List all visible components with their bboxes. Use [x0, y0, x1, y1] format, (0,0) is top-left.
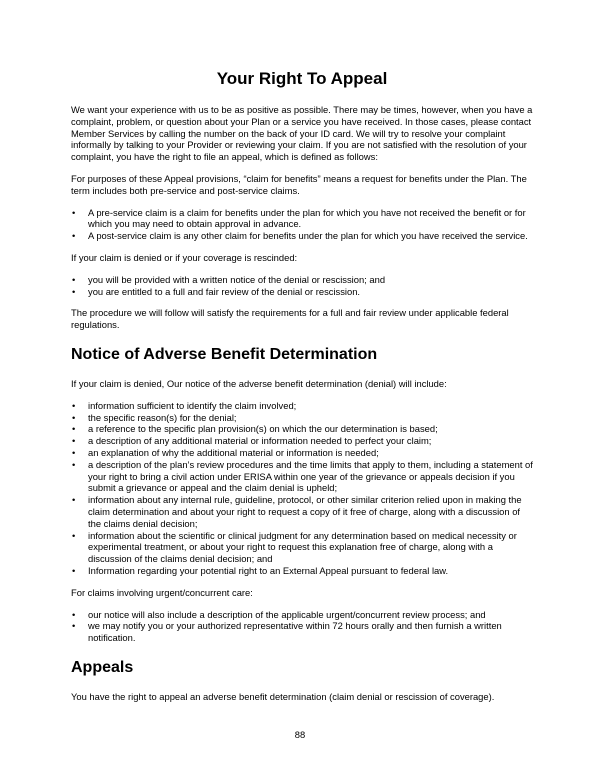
bullet-icon: • — [72, 411, 76, 423]
list-item: • information sufficient to identify the claim involved; — [72, 399, 297, 411]
list-item: • you are entitled to a full and fair review of the denial or rescission. — [72, 285, 361, 297]
bullet-icon: • — [72, 206, 76, 218]
denied-list — [71, 274, 533, 298]
denied-intro: If your claim is denied or if your coverage is rescinded: — [71, 251, 298, 263]
list-item: • an explanation of why the additional material or information is needed; — [72, 446, 379, 458]
list-item: • our notice will also include a description of the applicable urgent/concurrent review process; and — [72, 608, 486, 620]
list-item: • a description of the plan’s review procedures and the time limits that apply to them, including a statement of your right to bring a civil action under ERISA within one year of the grievance or appeals decision if you submit a grievance or appeal and the claim denial is upheld; — [72, 458, 533, 494]
list-item: • the specific reason(s) for the denial; — [72, 411, 237, 423]
bullet-icon: • — [72, 423, 76, 435]
bullet-icon: • — [72, 435, 76, 447]
list-item: • information about the scientific or clinical judgment for any determination based on medical necessity or experimental treatment, or about your right to request this explanation free of charge, along with a discussion of the claims denial decision; and — [72, 529, 517, 565]
bullet-icon: • — [72, 608, 76, 620]
list-item: • information about any internal rule, guideline, protocol, or other similar criterion relied upon in making the claim determination and about your right to request a copy of it free of charge, along with a discussion of the claims denial decision; — [72, 494, 522, 529]
notice-intro: If your claim is denied, Our notice of the adverse benefit determination (denial) will include: — [71, 377, 447, 389]
list-item: • A pre-service claim is a claim for benefits under the plan for which you have not received the benefit or for which you may need to obtain approval in advance. — [72, 206, 526, 230]
bullet-icon: • — [72, 285, 76, 297]
page-title: Your Right To Appeal — [216, 69, 388, 88]
list-item: • a description of any additional material or information needed to perfect your claim; — [72, 435, 432, 447]
procedure-paragraph: The procedure we will follow will satisfy the requirements for a full and fair review under applicable federal regulations. — [71, 307, 509, 331]
list-item: • you will be provided with a written notice of the denial or rescission; and — [72, 273, 386, 285]
list-item: • Information regarding your potential right to an External Appeal pursuant to federal law. — [72, 564, 449, 576]
bullet-icon: • — [72, 529, 76, 541]
bullet-icon: • — [72, 458, 76, 470]
bullet-icon: • — [72, 230, 76, 242]
list-item: • a reference to the specific plan provision(s) on which the our determination is based; — [72, 423, 438, 435]
bullet-icon: • — [72, 399, 76, 411]
bullet-icon: • — [72, 273, 76, 285]
bullet-icon: • — [72, 494, 76, 506]
bullet-icon: • — [72, 446, 76, 458]
document-page — [71, 66, 533, 713]
intro-paragraph: We want your experience with us to be as positive as possible. There may be times, however, when you have a complaint, problem, or question about your Plan or a service you have received. In those cases, please contact Member Services by calling the number on the back of your ID card. We will try to resolve your complaint informally by talking to your Provider or reviewing your claim. If you are not satisfied with the resolution of your complaint, you have the right to file an appeal, which is defined as follows: — [71, 104, 533, 163]
notice-list — [71, 400, 533, 577]
appeals-heading: Appeals — [71, 658, 134, 676]
notice-heading: Notice of Adverse Benefit Determination — [71, 345, 378, 363]
list-item: • A post-service claim is any other claim for benefits under the plan for which you have received the service. — [72, 230, 528, 242]
urgent-list — [71, 609, 533, 644]
purposes-paragraph: For purposes of these Appeal provisions, “claim for benefits” means a request for benefits under the Plan. The term includes both pre-service and post-service claims. — [71, 172, 527, 196]
page-number: 88 — [294, 729, 306, 740]
appeals-paragraph: You have the right to appeal an adverse benefit determination (claim denial or rescission of coverage). — [71, 690, 495, 702]
bullet-icon: • — [72, 564, 76, 576]
bullet-icon: • — [72, 620, 76, 632]
claim-types-list — [71, 207, 533, 242]
urgent-intro: For claims involving urgent/concurrent care: — [71, 586, 253, 598]
list-item: • we may notify you or your authorized representative within 72 hours orally and then furnish a written notification. — [72, 620, 502, 644]
